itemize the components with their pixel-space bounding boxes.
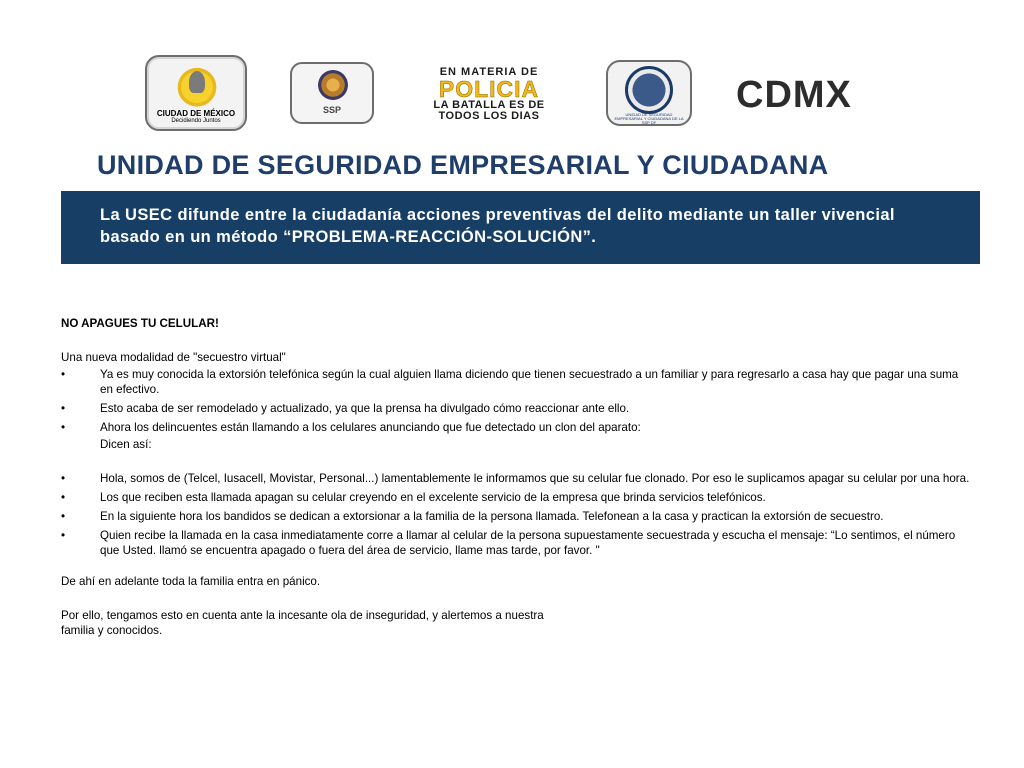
policia-line-2: POLICIA — [438, 76, 540, 102]
bullet-icon: • — [61, 421, 66, 434]
bullet-list-b — [61, 471, 971, 558]
info-banner: La USEC difunde entre la ciudadanía acciones preventivas del delito mediante un taller vivencial basado en un método “PROBLEMA-REACCIÓN-SOLUCIÓN”. — [61, 191, 980, 264]
policia-line-3: LA BATALLA ES DE — [433, 99, 545, 111]
page-title: UNIDAD DE SEGURIDAD EMPRESARIAL Y CIUDADANA — [97, 150, 829, 180]
bullet-icon: • — [61, 529, 66, 542]
list-item: • En la siguiente hora los bandidos se dedican a extorsionar a la familia de la persona llamada. Telefonean a la casa y practican la extorsión de secuestro. — [61, 510, 884, 523]
bullet-icon: • — [61, 510, 66, 523]
ciudad-de-mexico-logo — [145, 55, 247, 131]
list-item: • Quien recibe la llamada en la casa inmediatamente corre a llamar al celular de la persona supuestamente secuestrada y escucha el mensaje: “Lo sentimos, el número que Usted. llamó se encuentra apagado o fuera del área de servicio, llame mas tarde, por favor. " — [61, 529, 956, 557]
closing-paragraph-2-line-1: Por ello, tengamos esto en cuenta ante la incesante ola de inseguridad, y alertemos a nuestra — [61, 609, 544, 622]
policia-slogan-logo — [416, 66, 562, 122]
closing-paragraph-2-line-2: familia y conocidos. — [61, 624, 163, 637]
bullet-icon: • — [61, 491, 66, 504]
city-logo-text: CIUDAD DE MÉXICO — [156, 109, 236, 118]
cdmx-logo: CDMX — [736, 74, 852, 116]
closing-paragraph-2 — [61, 608, 971, 638]
list-item: • Hola, somos de (Telcel, Iusacell, Movistar, Personal...) lamentablemente le informamos que su celular fue clonado. Por eso le suplicamos apagar su celular por una hora. — [61, 472, 970, 485]
usec-logo — [606, 60, 692, 126]
bullet-icon: • — [61, 402, 66, 415]
logo-strip — [0, 52, 1024, 136]
policia-line-4: TODOS LOS DIAS — [438, 110, 540, 122]
list-item: • Ahora los delincuentes están llamando a los celulares anunciando que fue detectado un clon del aparato: — [61, 421, 641, 434]
bullet-icon: • — [61, 472, 66, 485]
dicen-label: Dicen así: — [100, 438, 152, 451]
article-subtitle: Una nueva modalidad de "secuestro virtual" — [61, 351, 286, 364]
list-item: • Ya es muy conocida la extorsión telefónica según la cual alguien llama diciendo que tienen secuestrado a un familiar y para regresarlo a casa hay que pagar una suma en efectivo. — [61, 368, 959, 396]
city-logo-slogan: Decidiendo Juntos — [171, 118, 221, 124]
police-badge-icon — [318, 70, 348, 100]
usec-logo-text: UNIDAD DE SEGURIDAD EMPRESARIAL Y CIUDADANA DE LA SSP DF — [614, 112, 684, 125]
list-item: • Los que reciben esta llamada apagan su celular creyendo en el excelente servicio de la empresa que brinda servicios telefónicos. — [61, 491, 766, 504]
article-heading: NO APAGUES TU CELULAR! — [61, 317, 219, 330]
bullet-list-a — [61, 367, 971, 435]
bullet-icon: • — [61, 368, 66, 381]
list-item: • Esto acaba de ser remodelado y actualizado, ya que la prensa ha divulgado cómo reaccionar ante ello. — [61, 402, 630, 415]
policia-line-1: EN MATERIA DE — [439, 66, 539, 78]
city-emblem-icon — [172, 63, 222, 107]
ssp-logo — [290, 62, 374, 124]
usec-emblem-icon — [625, 66, 673, 114]
ssp-logo-label: SSP — [322, 105, 341, 115]
closing-paragraph-1: De ahí en adelante toda la familia entra en pánico. — [61, 575, 321, 588]
article-body — [61, 316, 971, 638]
